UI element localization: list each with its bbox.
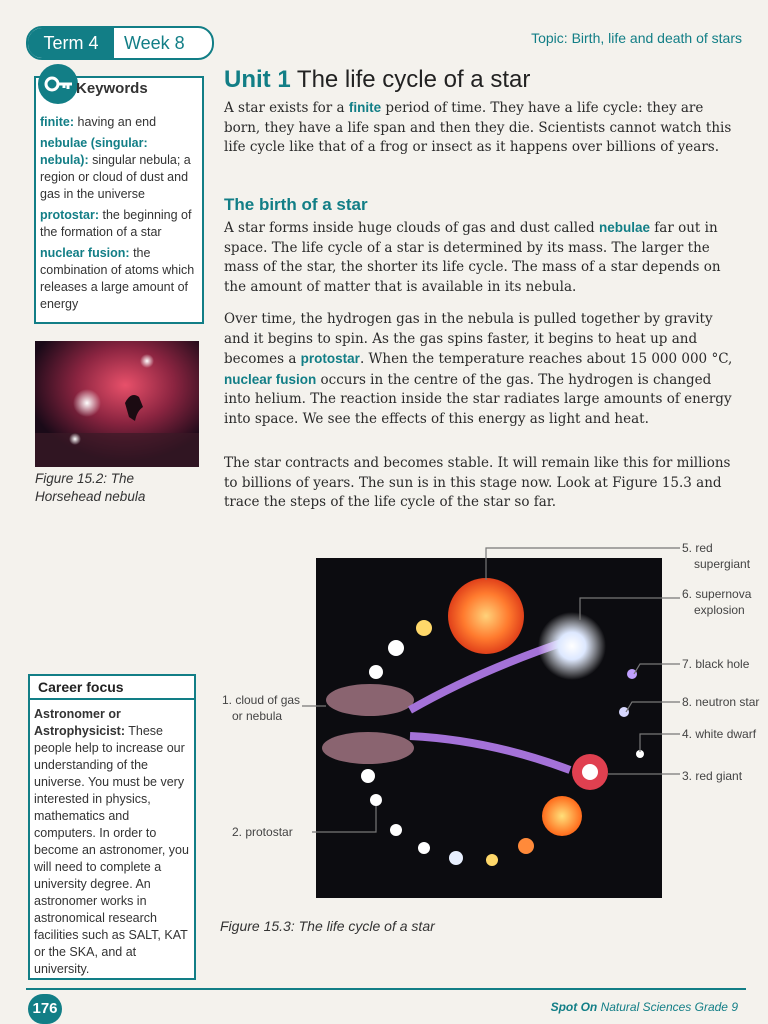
label-red-supergiant: 5. red bbox=[682, 541, 713, 555]
page-number: 176 bbox=[28, 994, 62, 1024]
keyword-item: finite: having an end bbox=[40, 115, 157, 129]
keywords-title: Keywords bbox=[76, 80, 148, 97]
keywords-list bbox=[40, 114, 198, 317]
career-focus-box bbox=[28, 674, 196, 980]
label-white-dwarf: 4. white dwarf bbox=[682, 727, 757, 741]
career-focus-title: Career focus bbox=[30, 676, 194, 700]
week-label: Week 8 bbox=[124, 33, 185, 53]
footer-divider bbox=[26, 988, 746, 990]
label-cloud-2: or nebula bbox=[232, 709, 283, 723]
label-red-supergiant-2: supergiant bbox=[694, 557, 751, 571]
keyword-item: nebulae (singular: nebula): singular nebula; a region or cloud of dust and gas in the universe bbox=[40, 136, 191, 201]
topic-label: Topic: Birth, life and death of stars bbox=[531, 30, 742, 46]
label-supernova-2: explosion bbox=[694, 603, 745, 617]
label-cloud: 1. cloud of gas bbox=[222, 693, 301, 707]
paragraph-2: A star forms inside huge clouds of gas and dust called nebulae far out in space. The life cycle of a star is determined by its mass. The larger the mass of the star, the shorter its life cycle. The mass of a star depends on the amount of matter that is available in its nebula. bbox=[224, 220, 721, 295]
keyword-item: protostar: the beginning of the formation of a star bbox=[40, 208, 192, 239]
keywords-box bbox=[34, 76, 204, 324]
key-icon bbox=[38, 64, 78, 104]
label-black-hole: 7. black hole bbox=[682, 657, 750, 671]
label-red-giant: 3. red giant bbox=[682, 769, 743, 783]
horsehead-nebula-image bbox=[35, 341, 199, 467]
term-week-badge bbox=[26, 26, 214, 60]
section-heading: The birth of a star bbox=[224, 195, 368, 214]
label-neutron-star: 8. neutron star bbox=[682, 695, 760, 709]
life-cycle-diagram bbox=[220, 540, 760, 910]
page-title: Unit 1 The life cycle of a star bbox=[224, 66, 531, 93]
figure-15-2-caption: Figure 15.2: The Horsehead nebula bbox=[35, 471, 146, 504]
paragraph-1: A star exists for a finite period of time. They have a life cycle: they are born, they have a life span and then they die. Scientists cannot watch this life cycle like that of a frog or insect as it happens over billions of years. bbox=[224, 100, 732, 155]
figure-15-3-caption: Figure 15.3: The life cycle of a star bbox=[220, 918, 435, 934]
career-focus-text: Astronomer or Astrophysicist: These people help to increase our understanding of the universe. You must be very interested in physics, mathematics and computers. In order to become an astronomer, you will need to complete a university degree. An astronomer works in astronomical research facilities such as SALT, KAT or the SKA, and at university. bbox=[34, 707, 189, 976]
book-brand: Spot On Natural Sciences Grade 9 bbox=[550, 1000, 738, 1014]
keyword-item: nuclear fusion: the combination of atoms which releases a large amount of energy bbox=[40, 246, 195, 311]
label-supernova: 6. supernova bbox=[682, 587, 752, 601]
label-protostar: 2. protostar bbox=[232, 825, 293, 839]
term-label: Term 4 bbox=[28, 28, 114, 58]
paragraph-3: Over time, the hydrogen gas in the nebula is pulled together by gravity and it begins to spin. As the gas spins faster, it begins to heat up and becomes a protostar. When the temperature reaches about 15 000 000 °C, nuclear fusion occurs in the centre of the gas. The hydrogen is changed into helium. The reaction inside the star radiates large amounts of energy into space. We see the effects of this energy as light and heat. bbox=[224, 311, 733, 427]
paragraph-4: The star contracts and becomes stable. It will remain like this for millions to billions of years. The sun is in this stage now. Look at Figure 15.3 and trace the steps of the life cycle of the star so far. bbox=[224, 455, 731, 510]
